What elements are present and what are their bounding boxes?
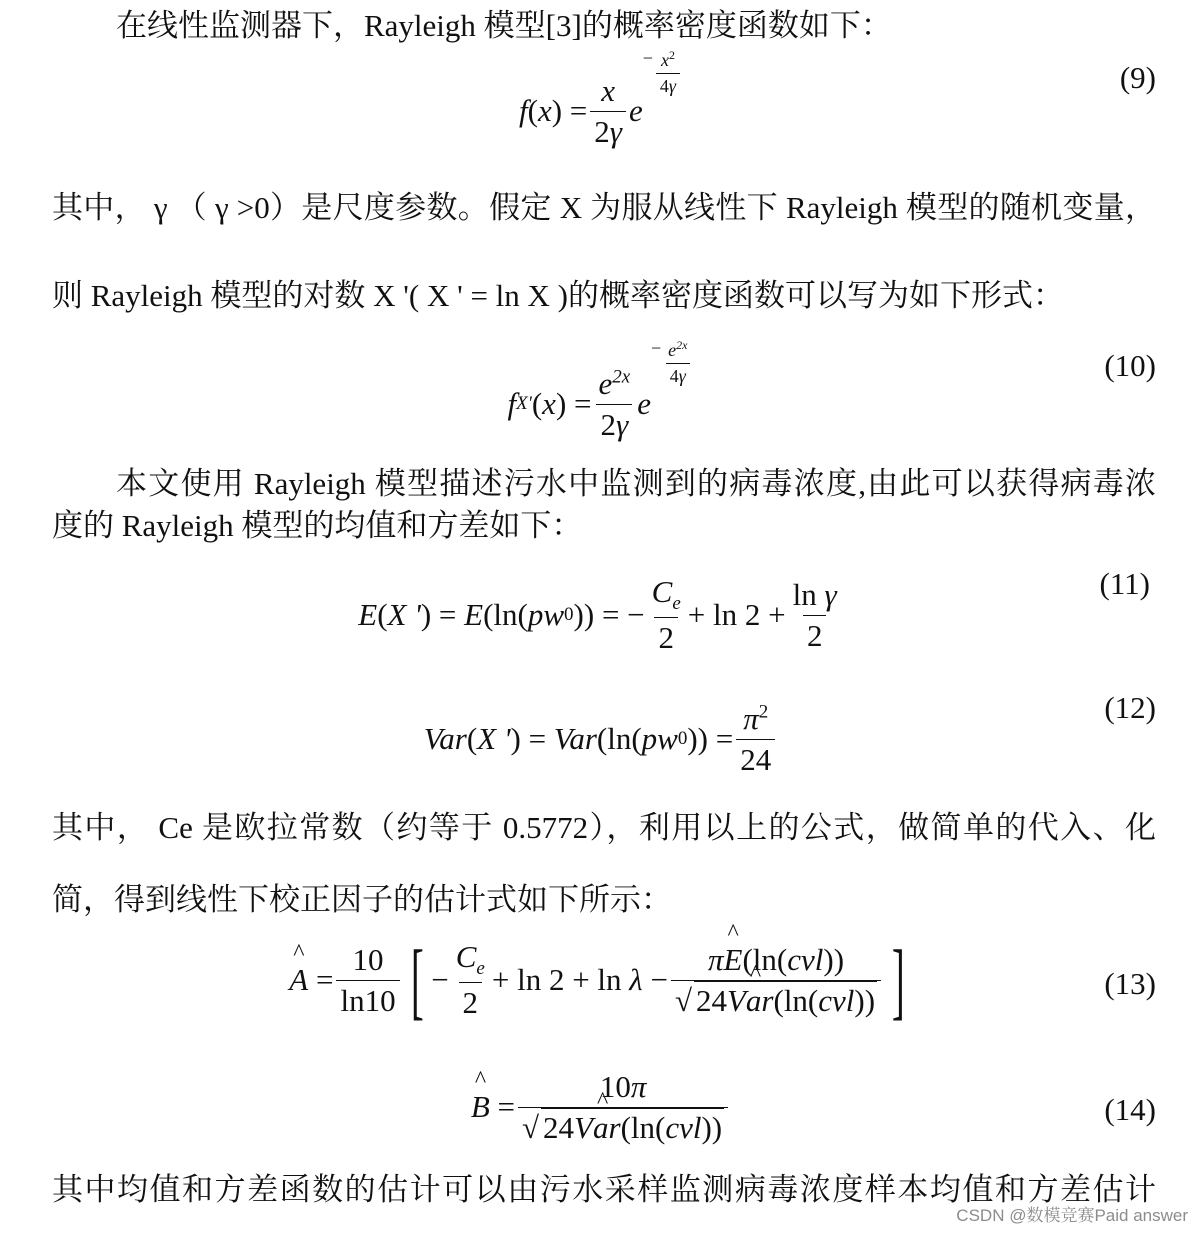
equation-12-number: (12) (1104, 690, 1156, 725)
paragraph-2: 其中， γ （ γ >0）是尺度参数。假定 X 为服从线性下 Rayleigh 模型的随机变量， (52, 190, 1156, 225)
paragraph-3: 则 Rayleigh 模型的对数 X '( X ' = ln X )的概率密度函数可以写为如下形式： (52, 278, 1064, 313)
equation-13: ^ A = $\frac{10}{\ln 10}$ [ − $\frac{C_e}{2}$ + ln 2 + ln λ − $\frac{\text{π\textasciicircum{} E(ln(cvl))}}{\text{√ 24V\textasciicircum{} ar(ln(cvl))}}$ ] (0, 930, 1202, 1030)
paragraph-5-line-2: 简，得到线性下校正因子的估计式如下所示： (52, 882, 672, 917)
watermark: CSDN @数模竞赛Paid answer (956, 1206, 1188, 1225)
equation-14: ^ B = $\frac{10\pi}{\text{√ 24V\textasciicircum{} ar(ln(cvl))}}$ (0, 1060, 1202, 1154)
equation-10-number: (10) (1104, 348, 1156, 383)
equation-13-number: (13) (1104, 966, 1156, 1001)
paragraph-5-line-1: 其中， Ce 是欧拉常数（约等于 0.5772），利用以上的公式，做简单的代入、化 (52, 810, 1156, 845)
paragraph-4-line-2: 度的 Rayleigh 模型的均值和方差如下： (52, 508, 583, 543)
paragraph-6: 其中均值和方差函数的估计可以由污水采样监测病毒浓度样本均值和方差估计 (52, 1172, 1156, 1207)
equation-10: f X' ( x ) = $\frac{e^{2x}}{2\gamma}$ e − $\frac{e^{2x}}{4\gamma}$ (0, 356, 1202, 452)
equation-11: E ( X ' ) = E (ln( pw 0 )) = − $\frac{C_e}{2}$ + ln 2 + $\frac{\text{ln γ}}{2}$ (358, 573, 837, 656)
equation-11-number: (11) (1099, 566, 1150, 601)
paragraph-1: 在线性监测器下，Rayleigh 模型[3]的概率密度函数如下： (116, 8, 892, 43)
equation-9-number: (9) (1119, 60, 1156, 95)
equation-12: Var ( X ' ) = Var (ln( pw 0 )) = $\frac{\pi^2}{24}$ (0, 694, 1202, 784)
paragraph-4-line-1: 本文使用 Rayleigh 模型描述污水中监测到的病毒浓度,由此可以获得病毒浓 (116, 466, 1156, 501)
equation-9: f ( x ) = $\frac{x}{2\gamma}$ e − $\frac{x^2}{4\gamma}$ (0, 66, 1202, 156)
equation-14-number: (14) (1104, 1092, 1156, 1127)
